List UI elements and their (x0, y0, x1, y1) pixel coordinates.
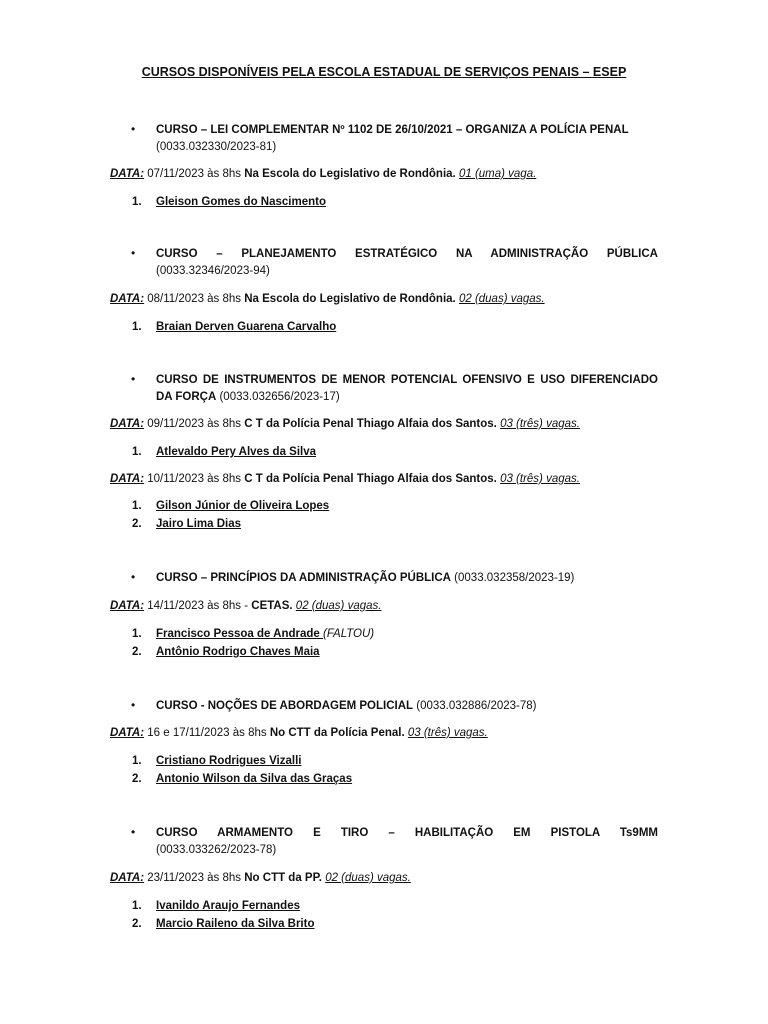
person-name: Ivanildo Araujo Fernandes (156, 900, 300, 912)
session-date: 23/11/2023 às 8hs (144, 872, 245, 884)
session-vagas: 03 (três) vagas. (500, 418, 580, 430)
session-place: C T da Polícia Penal Thiago Alfaia dos Santos. (244, 473, 497, 485)
page-title: CURSOS DISPONÍVEIS PELA ESCOLA ESTADUAL DE SERVIÇOS PENAIS – ESEP (141, 65, 627, 79)
course-heading (156, 122, 658, 156)
course-name: CURSO – PRINCÍPIOS DA ADMINISTRAÇÃO PÚBLICA (156, 572, 451, 584)
list-item (132, 644, 320, 661)
session-date: 10/11/2023 às 8hs (144, 473, 245, 485)
list-item (132, 626, 374, 643)
list-item (132, 194, 326, 211)
course-name: CURSO – PLANEJAMENTO ESTRATÉGICO NA ADMINISTRAÇÃO PÚBLICA (156, 248, 658, 260)
session-place: Na Escola do Legislativo de Rondônia. (244, 293, 456, 305)
course-heading (156, 698, 658, 715)
session-vagas: 02 (duas) vagas. (295, 600, 382, 612)
session-place: No CTT da PP. (244, 872, 322, 884)
session-line (110, 166, 536, 183)
course-code: (0033.033262/2023-78) (156, 844, 277, 856)
person-name: Antonio Wilson da Silva das Graças (156, 773, 353, 785)
course-heading (156, 570, 658, 587)
session-line (110, 471, 580, 488)
list-number: 2. (132, 518, 142, 530)
list-number: 2. (132, 918, 142, 930)
session-line (110, 725, 488, 742)
list-number: 1. (132, 755, 142, 767)
person-name: Jairo Lima Dias (156, 518, 242, 530)
list-item (132, 498, 329, 515)
session-line (110, 291, 545, 308)
list-item (132, 771, 352, 788)
course-name: CURSO - NOÇÕES DE ABORDAGEM POLICIAL (156, 700, 414, 712)
session-line (110, 416, 580, 433)
session-vagas: 03 (três) vagas. (500, 473, 580, 485)
bullet-icon: • (131, 122, 136, 136)
list-item (132, 753, 302, 770)
session-vagas: 02 (duas) vagas. (458, 293, 545, 305)
session-place: No CTT da Polícia Penal. (269, 727, 405, 739)
person-name: Braian Derven Guarena Carvalho (156, 321, 337, 333)
data-label: DATA: (110, 293, 145, 305)
attendance-note: (FALTOU) (323, 628, 375, 640)
session-place: C T da Polícia Penal Thiago Alfaia dos Santos. (244, 418, 497, 430)
session-line (110, 598, 381, 615)
bullet-icon: • (131, 372, 136, 386)
course-heading (156, 825, 658, 842)
course-name: CURSO – LEI COMPLEMENTAR Nº 1102 DE 26/10/2021 – ORGANIZA A POLÍCIA PENAL (156, 124, 629, 136)
person-name: Gleison Gomes do Nascimento (156, 196, 326, 208)
session-place: CETAS. (251, 600, 293, 612)
session-vagas: 01 (uma) vaga. (458, 168, 537, 180)
session-place: Na Escola do Legislativo de Rondônia. (244, 168, 456, 180)
course-name: CURSO DE INSTRUMENTOS DE MENOR POTENCIAL OFENSIVO E USO DIFERENCIADO DA FORÇA (156, 374, 658, 403)
list-item (132, 444, 316, 461)
list-number: 1. (132, 321, 142, 333)
person-name: Antônio Rodrigo Chaves Maia (156, 646, 320, 658)
person-name: Atlevaldo Pery Alves da Silva (156, 446, 317, 458)
list-item (132, 898, 300, 915)
list-item (132, 319, 336, 336)
bullet-icon: • (131, 825, 136, 839)
session-date: 09/11/2023 às 8hs (144, 418, 245, 430)
session-vagas: 02 (duas) vagas. (325, 872, 411, 884)
course-code-line (156, 842, 658, 859)
course-code-line (156, 263, 658, 280)
course-code: (0033.032358/2023-19) (454, 572, 575, 584)
course-name: CURSO ARMAMENTO E TIRO – HABILITAÇÃO EM PISTOLA Ts9MM (156, 827, 658, 839)
person-name: Marcio Raileno da Silva Brito (156, 918, 315, 930)
bullet-icon: • (131, 698, 136, 712)
session-vagas: 03 (três) vagas. (407, 727, 488, 739)
data-label: DATA: (110, 473, 145, 485)
data-label: DATA: (110, 727, 145, 739)
session-date: 07/11/2023 às 8hs (144, 168, 245, 180)
course-code: (0033.032656/2023-17) (219, 391, 340, 403)
list-item (132, 916, 314, 933)
session-date: 08/11/2023 às 8hs (144, 293, 245, 305)
data-label: DATA: (110, 168, 145, 180)
course-heading (156, 246, 658, 263)
session-date: 16 e 17/11/2023 às 8hs (144, 727, 270, 739)
data-label: DATA: (110, 872, 145, 884)
list-number: 1. (132, 900, 142, 912)
list-item (132, 516, 241, 533)
session-line (110, 870, 411, 887)
list-number: 2. (132, 646, 142, 658)
person-name: Cristiano Rodrigues Vizalli (156, 755, 302, 767)
course-heading (156, 372, 658, 406)
data-label: DATA: (110, 600, 145, 612)
course-code: (0033.032886/2023-78) (416, 700, 537, 712)
list-number: 1. (132, 628, 142, 640)
person-name: Gilson Júnior de Oliveira Lopes (156, 500, 330, 512)
course-code: (0033.32346/2023-94) (156, 265, 270, 277)
bullet-icon: • (131, 246, 136, 260)
course-code: (0033.032330/2023-81) (156, 141, 277, 153)
bullet-icon: • (131, 570, 136, 584)
data-label: DATA: (110, 418, 145, 430)
list-number: 1. (132, 196, 142, 208)
list-number: 1. (132, 500, 142, 512)
list-number: 1. (132, 446, 142, 458)
session-date: 14/11/2023 às 8hs - (144, 600, 252, 612)
list-number: 2. (132, 773, 142, 785)
person-name: Francisco Pessoa de Andrade (156, 628, 324, 640)
